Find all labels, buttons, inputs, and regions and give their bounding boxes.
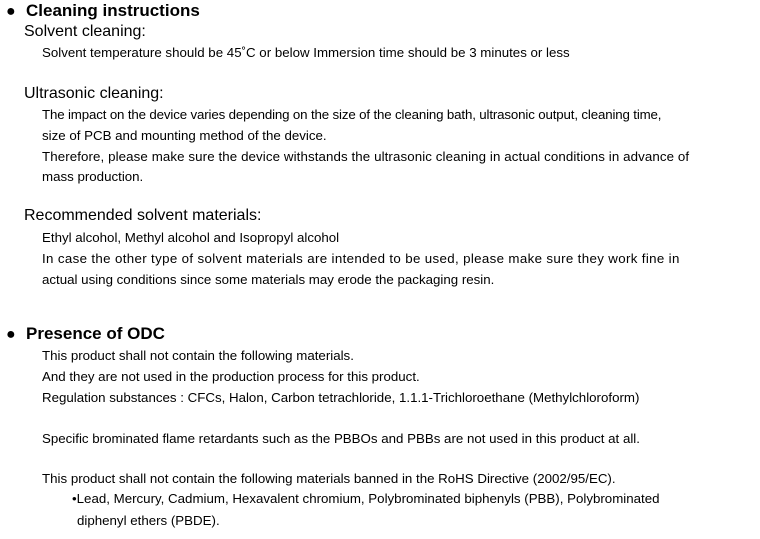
recommended-line: In case the other type of solvent materials are intended to be used, please make sure they work fine in — [42, 251, 680, 266]
ultrasonic-line: size of PCB and mounting method of the device. — [42, 128, 327, 143]
solvent-cleaning-text: Solvent temperature should be 45˚C or below Immersion time should be 3 minutes or less — [42, 45, 570, 60]
recommended-line: Ethyl alcohol, Methyl alcohol and Isopropyl alcohol — [42, 230, 340, 245]
brominated-statement: Specific brominated flame retardants such as the PBBOs and PBBs are not used in this product at all. — [42, 431, 640, 446]
odc-heading-text: Presence of ODC — [26, 324, 165, 343]
recommended-solvent-title: Recommended solvent materials: — [24, 207, 262, 224]
odc-line: This product shall not contain the following materials. — [42, 348, 354, 363]
odc-line: Regulation substances : CFCs, Halon, Carbon tetrachloride, 1.1.1-Trichloroethane (Methylchloroform) — [42, 390, 640, 405]
ultrasonic-line: Therefore, please make sure the device withstands the ultrasonic cleaning in actual conditions in advance of — [42, 149, 690, 164]
ultrasonic-cleaning-title: Ultrasonic cleaning: — [24, 85, 164, 102]
bullet-icon: ● — [6, 3, 16, 20]
banned-materials-list: •Lead, Mercury, Cadmium, Hexavalent chromium, Polybrominated biphenyls (PBB), Polybrominated — [72, 491, 660, 506]
recommended-line: actual using conditions since some materials may erode the packaging resin. — [42, 272, 495, 287]
ultrasonic-line: mass production. — [42, 169, 144, 184]
cleaning-heading-text: Cleaning instructions — [26, 1, 200, 20]
odc-line: And they are not used in the production process for this product. — [42, 369, 420, 384]
rohs-statement: This product shall not contain the following materials banned in the RoHS Directive (2002/95/EC). — [42, 471, 616, 486]
bullet-icon: ● — [6, 326, 16, 343]
solvent-cleaning-title: Solvent cleaning: — [24, 23, 146, 40]
ultrasonic-line: The impact on the device varies depending on the size of the cleaning bath, ultrasonic output, cleaning time, — [42, 107, 662, 122]
cleaning-heading — [6, 1, 200, 22]
odc-heading — [6, 324, 165, 345]
banned-materials-list-continued: diphenyl ethers (PBDE). — [77, 513, 220, 528]
